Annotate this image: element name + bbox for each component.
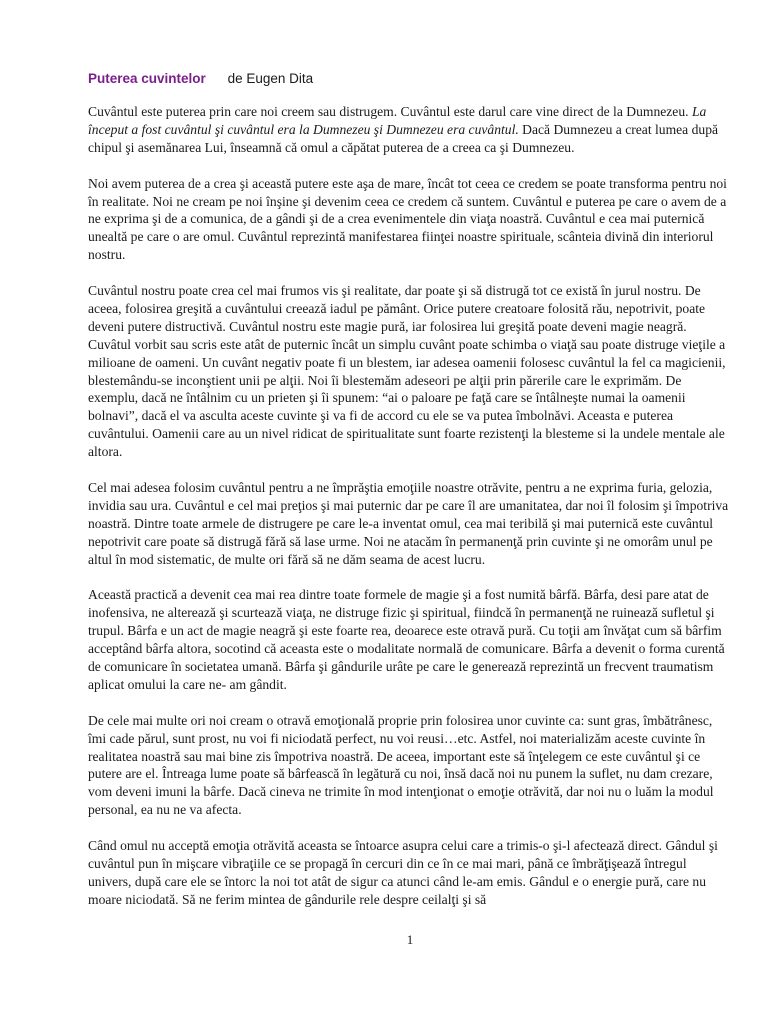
paragraph-1 [88, 103, 733, 157]
document-body [88, 103, 733, 927]
paragraph-3: Cuvântul nostru poate crea cel mai frumos vis şi realitate, dar poate şi să distrugă tot ce există în jurul nostru. De aceea, folosirea greşită a cuvântului creează iadul pe pământ. Orice putere creatoare folosită rău, nepotrivit, poate deveni putere distructivă. Cuvântul nostru este magie pură, iar folosirea lui greşită poate deveni magie neagră. Cuvâtul vorbit sau scris este atât de puternic încât un simplu cuvânt poate schimba o viaţă sau poate distruge vieţile a milioane de oameni. Un cuvânt negativ poate fi un blestem, iar adesea oamenii folosesc cuvântul la fel ca magicienii, blestemându-se inconştient unii pe alţii. Noi îi blestemăm adeseori pe alţii prin părerile care le exprimăm. De exemplu, dacă ne întâlnim cu un prieten şi îi spunem: “ai o paloare pe faţă care se întâlneşte numai la oamenii bolnavi”, dacă el va asculta aceste cuvinte şi va fi de accord cu ele se va putea îmbolnăvi. Aceasta e puterea cuvântului. Oamenii care au un nivel ridicat de spiritualitate sunt foarte rezistenţi la blesteme si la undele mentale ale altora. [88, 283, 726, 460]
header [88, 70, 313, 88]
paragraph-1-text-b: Dacă Dumnezeu a creat lumea după chipul şi asemănarea Lui, înseamnă că omul a căpătat puterea de a creea ca şi Dumnezeu. [88, 121, 719, 155]
paragraph-1-text-a: Cuvântul este puterea prin care noi creem sau distrugem. Cuvântul este darul care vine direct de la Dumnezeu. [88, 104, 692, 119]
page-number: 1 [406, 932, 414, 947]
document-title: Puterea cuvintelor [88, 71, 206, 86]
paragraph-6: De cele mai multe ori noi cream o otravă emoţională proprie prin folosirea unor cuvinte ca: sunt gras, îmbătrânesc, îmi cade părul, sunt prost, nu voi fi niciodată perfect, nu voi reusi…etc. Astfel, noi materializăm aceste cuvinte în realitatea noastră sau mai bine zis împotriva noastră. De aceea, important este să înţelegem ce este cuvântul şi ce putere are el. Întreaga lume poate să bârfească în legătură cu noi, însă dacă noi nu punem la suflet, nu dam crezare, vom deveni imuni la bârfe. Dacă cineva ne trimite în mod intenţionat o emoţie otrăvită, dar noi nu o luăm la modul personal, ea nu ne va afecta. [88, 712, 714, 818]
paragraph-5: Această practică a devenit cea mai rea dintre toate formele de magie şi a fost numită bârfă. Bârfa, desi pare atat de inofensiva, ne alterează şi scurtează viaţa, ne distruge fizic şi spiritual, fiindcă în permanenţă ne ruinează sufletul şi trupul. Bârfa e un act de magie neagră şi este foarte rea, deoarece este otravă pură. Cu toţii am învăţat cum să bârfim acceptând bârfa altora, socotind că aceasta este o modalitate normală de comunicare. Bârfa a devenit o forma curentă de comunicare în societatea umană. Bârfa şi gândurile urâte pe care le generează reprezintă un frecvent traumatism aplicat omului la care ne- am gândit. [88, 587, 725, 692]
paragraph-2: Noi avem puterea de a crea şi această putere este aşa de mare, încât tot ceea ce credem se poate transforma pentru noi în realitate. Noi ne cream pe noi înşine şi devenim ceea ce credem că suntem. Cuvântul e puterea pe care o avem de a ne exprima şi de a comunica, de a gândi şi de a crea evenimentele din viaţa noastră. Cuvântul e cea mai puternică unealtă pe care o are omul. Cuvântul reprezintă manifestarea fiinţei noastre spirituale, scânteia divină din interiorul nostru. [88, 175, 727, 263]
paragraph-4: Cel mai adesea folosim cuvântul pentru a ne împrăştia emoţiile noastre otrăvite, pentru a ne exprima furia, gelozia, invidia sau ura. Cuvântul e cel mai preţios şi mai puternic dar pe care îl are umanitatea, dar noi îl folosim şi împotriva noastră. Dintre toate armele de distrugere pe care le-a inventat omul, cea mai teribilă şi mai puternică este cuvântul nepotrivit care poate să distrugă fără să lase urme. Noi ne atacăm în permanenţă prin cuvinte şi ne omorâm unul pe altul în mod sistematic, de multe ori fără să ne dăm seama de acest lucru. [88, 479, 729, 567]
paragraph-1-italic-quote: La început a fost cuvântul şi cuvântul era la Dumnezeu şi Dumnezeu era cuvântul. [88, 104, 707, 137]
author-byline: de Eugen Dita [227, 71, 314, 86]
paragraph-7: Când omul nu acceptă emoţia otrăvită aceasta se întoarce asupra celui care a trimis-o şi-l afectează direct. Gândul şi cuvântul pun în mişcare vibraţiile ce se propagă în cercuri din ce în ce mai mari, până ce îmbrăţişează întregul univers, după care ele se întorc la noi tot atât de sigur ca atunci când le-am emis. Gândul e o energie pură, care nu moare niciodată. Să ne ferim mintea de gândurile rele despre ceilalţi şi să [88, 838, 718, 907]
